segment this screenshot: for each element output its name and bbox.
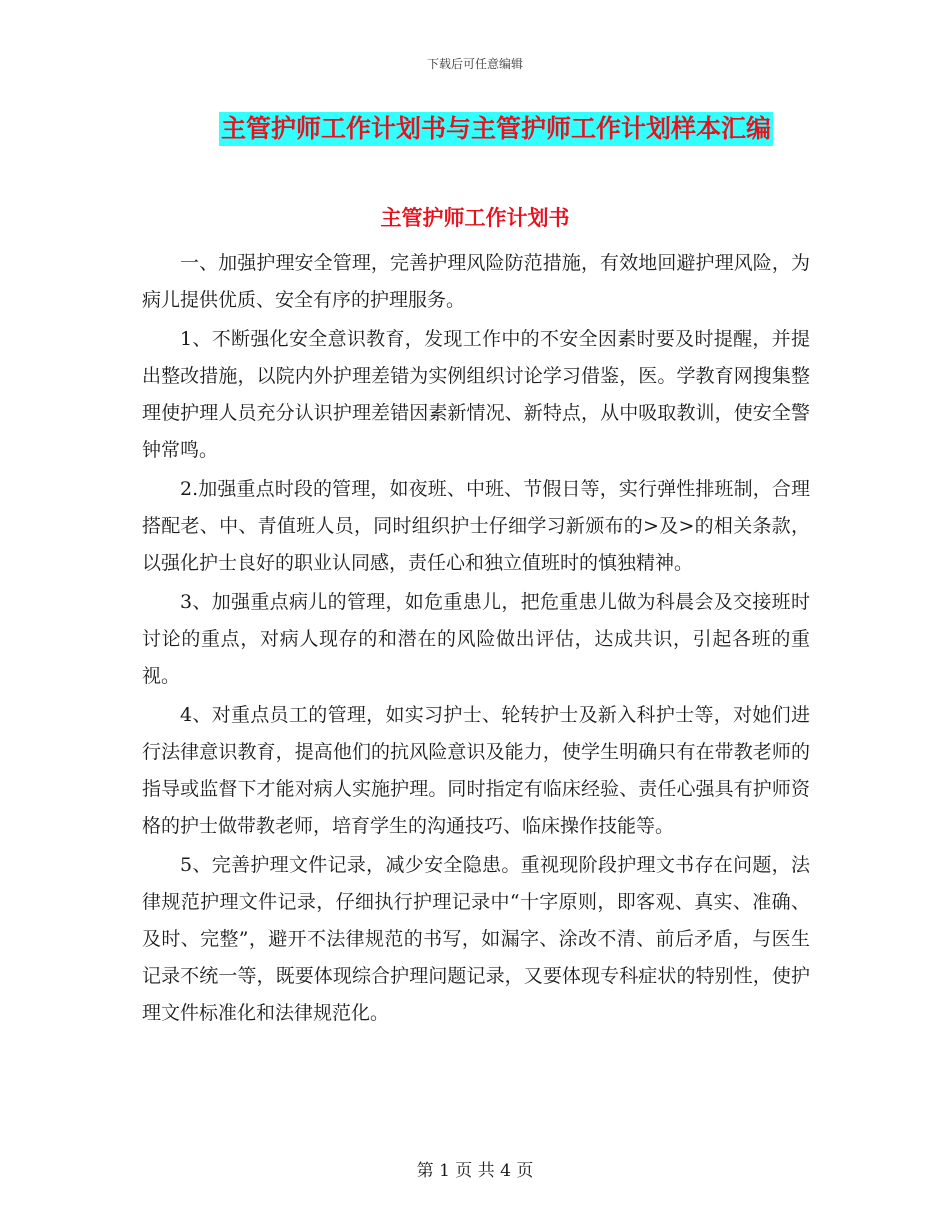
paragraph: 2.加强重点时段的管理，如夜班、中班、节假日等，实行弹性排班制，合理搭配老、中、青值班人员，同时组织护士仔细学习新颁布的>及>的相关条款，以强化护士良好的职业认同感，责任心和独立值班时的慎独精神。 xyxy=(142,478,810,574)
paragraph: 3、加强重点病儿的管理，如危重患儿，把危重患儿做为科晨会及交接班时讨论的重点，对病人现存的和潜在的风险做出评估，达成共识，引起各班的重视。 xyxy=(142,591,810,687)
section-title: 主管护师工作计划书 xyxy=(380,206,570,230)
page-number-footer: 第 1 页 共 4 页 xyxy=(416,1161,534,1181)
paragraph: 1、不断强化安全意识教育，发现工作中的不安全因素时要及时提醒，并提出整改措施，以院内外护理差错为实例组织讨论学习借鉴，医。学教育网搜集整理使护理人员充分认识护理差错因素新情况、新特点，从中吸取教训，使安全警钟常鸣。 xyxy=(142,328,810,461)
main-title-container xyxy=(0,112,950,146)
paragraph: 一、加强护理安全管理，完善护理风险防范措施，有效地回避护理风险，为病儿提供优质、安全有序的护理服务。 xyxy=(142,252,810,311)
page-header-note: 下载后可任意编辑 xyxy=(426,57,523,71)
document-main-title: 主管护师工作计划书与主管护师工作计划样本汇编 xyxy=(219,112,773,146)
paragraph: 5、完善护理文件记录，减少安全隐患。重视现阶段护理文书存在问题，法律规范护理文件记录，仔细执行护理记录中“十字原则，即客观、真实、准确、及时、完整”，避开不法律规范的书写，如漏字、涂改不清、前后矛盾，与医生记录不统一等，既要体现综合护理问题记录，又要体现专科症状的特别性，使护理文件标准化和法律规范化。 xyxy=(142,854,810,1024)
paragraph: 4、对重点员工的管理，如实习护士、轮转护士及新入科护士等，对她们进行法律意识教育，提高他们的抗风险意识及能力，使学生明确只有在带教老师的指导或监督下才能对病人实施护理。同时指定有临床经验、责任心强具有护师资格的护士做带教老师，培育学生的沟通技巧、临床操作技能等。 xyxy=(142,704,810,837)
document-body xyxy=(142,245,810,1034)
